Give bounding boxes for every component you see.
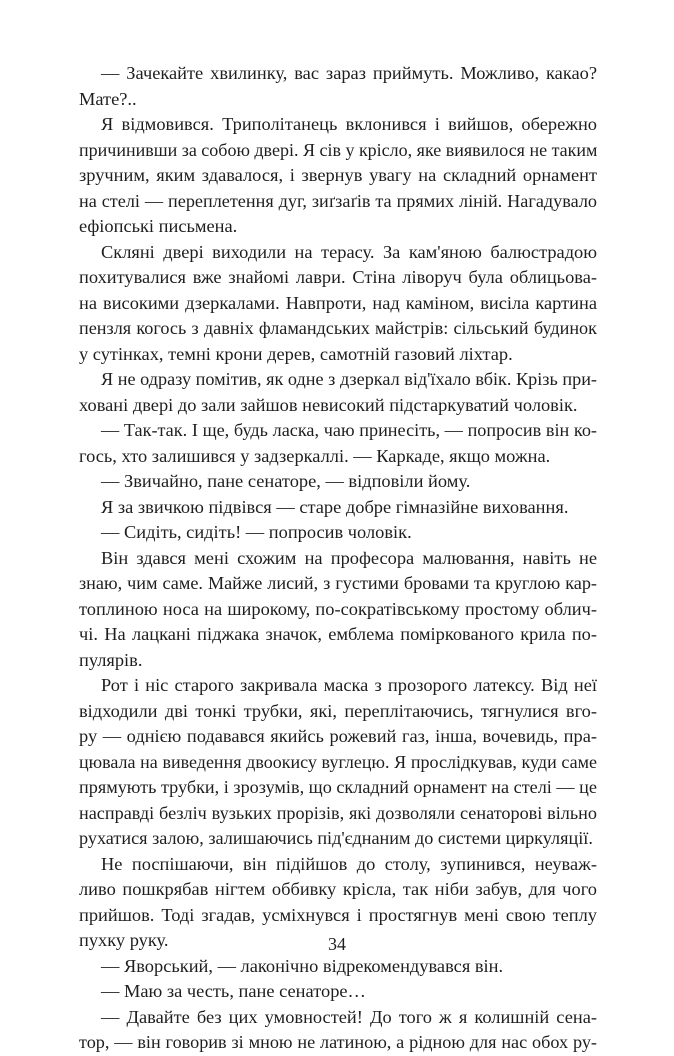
text-line: Мате?.. bbox=[79, 88, 137, 109]
text-line: пухку руку. bbox=[79, 930, 169, 950]
text-line: — Так-так. І ще, будь ласка, чаю принесіть, — попросив він ко- bbox=[101, 420, 597, 440]
text-line: тор, — він говорив зі мною не латиною, а рідною для нас обох ру- bbox=[79, 1032, 597, 1052]
paragraph bbox=[79, 240, 597, 368]
paragraph bbox=[79, 367, 597, 418]
text-line: Рот і ніс старого закривала маска з прозорого латексу. Від неї bbox=[101, 675, 597, 695]
text-line: гось, хто залишився у задзеркаллі. — Каркаде, якщо можна. bbox=[79, 445, 551, 466]
text-line: — Звичайно, пане сенаторе, — відповіли йому. bbox=[101, 471, 471, 491]
text-line: чі. На лацкані піджака значок, емблема поміркованого крила по- bbox=[79, 624, 597, 644]
text-line: Я не одразу помітив, як одне з дзеркал від'їхало вбік. Крізь при- bbox=[101, 369, 597, 389]
text-line: причинивши за собою двері. Я сів у крісло, яке виявилося не таким bbox=[79, 139, 598, 160]
text-line: — Зачекайте хвилинку, вас зараз приймуть. Можливо, какао? bbox=[101, 63, 597, 83]
text-line: ховані двері до зали зайшов невисокий підстаркуватий чоловік. bbox=[79, 394, 578, 415]
paragraph bbox=[79, 418, 597, 469]
paragraph bbox=[79, 469, 597, 495]
text-line: ефіопські письмена. bbox=[79, 216, 238, 236]
text-line: — Яворський, — лаконічно відрекомендувався він. bbox=[101, 955, 504, 976]
text-line: похитувалися вже знайомі лаври. Стіна ліворуч була облицьова- bbox=[79, 267, 597, 287]
text-line: у сутінках, темні крони дерев, самотній газовий ліхтар. bbox=[79, 343, 513, 364]
text-line: — Маю за честь, пане сенаторе… bbox=[101, 981, 366, 1001]
text-line: зручним, яким здавалося, і звернув увагу на складний орнамент bbox=[79, 165, 597, 185]
text-line: на високими дзеркалами. Навпроти, над каміном, висіла картина bbox=[79, 292, 597, 313]
text-line: Я відмовився. Триполітанець вклонився і вийшов, обережно bbox=[101, 114, 597, 134]
paragraph bbox=[79, 61, 597, 112]
text-line: пензля когось з давніх фламандських майстрів: сільський будинок bbox=[79, 318, 597, 338]
paragraph bbox=[79, 520, 597, 546]
page-number: 34 bbox=[328, 934, 346, 954]
text-line: топлиною носа на широкому, по-сократівському простому облич- bbox=[79, 598, 597, 619]
text-line: Скляні двері виходили на терасу. За кам'яною балюстрадою bbox=[101, 241, 597, 262]
text-line: Не поспішаючи, він підійшов до столу, зупинився, неуваж- bbox=[101, 853, 597, 874]
text-line: пулярів. bbox=[79, 649, 143, 670]
paragraph bbox=[79, 673, 597, 852]
paragraph bbox=[79, 546, 597, 674]
text-line: знаю, чим саме. Майже лисий, з густими бровами та круглою кар- bbox=[79, 573, 597, 593]
text-line: відходили дві тонкі трубки, які, переплітаючись, тягнулися вго- bbox=[79, 700, 597, 721]
text-line: на стелі — переплетення дуг, зиґзаґів та прямих ліній. Нагадувало bbox=[79, 190, 597, 211]
text-line: Я за звичкою підвівся — старе добре гімназійне виховання. bbox=[101, 496, 569, 517]
text-line: ру — однією подавався якийсь рожевий газ, інша, вочевидь, пра- bbox=[79, 726, 597, 746]
paragraph bbox=[79, 954, 597, 980]
body-text bbox=[79, 61, 597, 1056]
text-line: прямують трубки, і зрозумів, що складний орнамент на стелі — це bbox=[79, 777, 597, 797]
paragraph bbox=[79, 1005, 597, 1056]
paragraph bbox=[79, 495, 597, 521]
text-line: — Давайте без цих умовностей! До того ж я колишній сена- bbox=[101, 1006, 597, 1027]
text-line: прийшов. Тоді згадав, усміхнувся і простягнув мені свою теплу bbox=[79, 904, 597, 925]
text-line: Він здався мені схожим на професора малювання, навіть не bbox=[101, 547, 597, 568]
text-line: ливо пошкрябав нігтем оббивку крісла, так ніби забув, для чого bbox=[79, 879, 597, 899]
text-line: цювала на виведення двоокису вуглецю. Я прослідкував, куди саме bbox=[79, 751, 597, 772]
text-line: — Сидіть, сидіть! — попросив чоловік. bbox=[101, 522, 412, 542]
text-line: насправді безліч вузьких прорізів, які дозволяли сенаторові вільно bbox=[79, 802, 597, 823]
paragraph bbox=[79, 112, 597, 240]
text-line: рухатися залою, залишаючись під'єднаним до системи циркуляції. bbox=[79, 828, 593, 848]
paragraph bbox=[79, 979, 597, 1005]
